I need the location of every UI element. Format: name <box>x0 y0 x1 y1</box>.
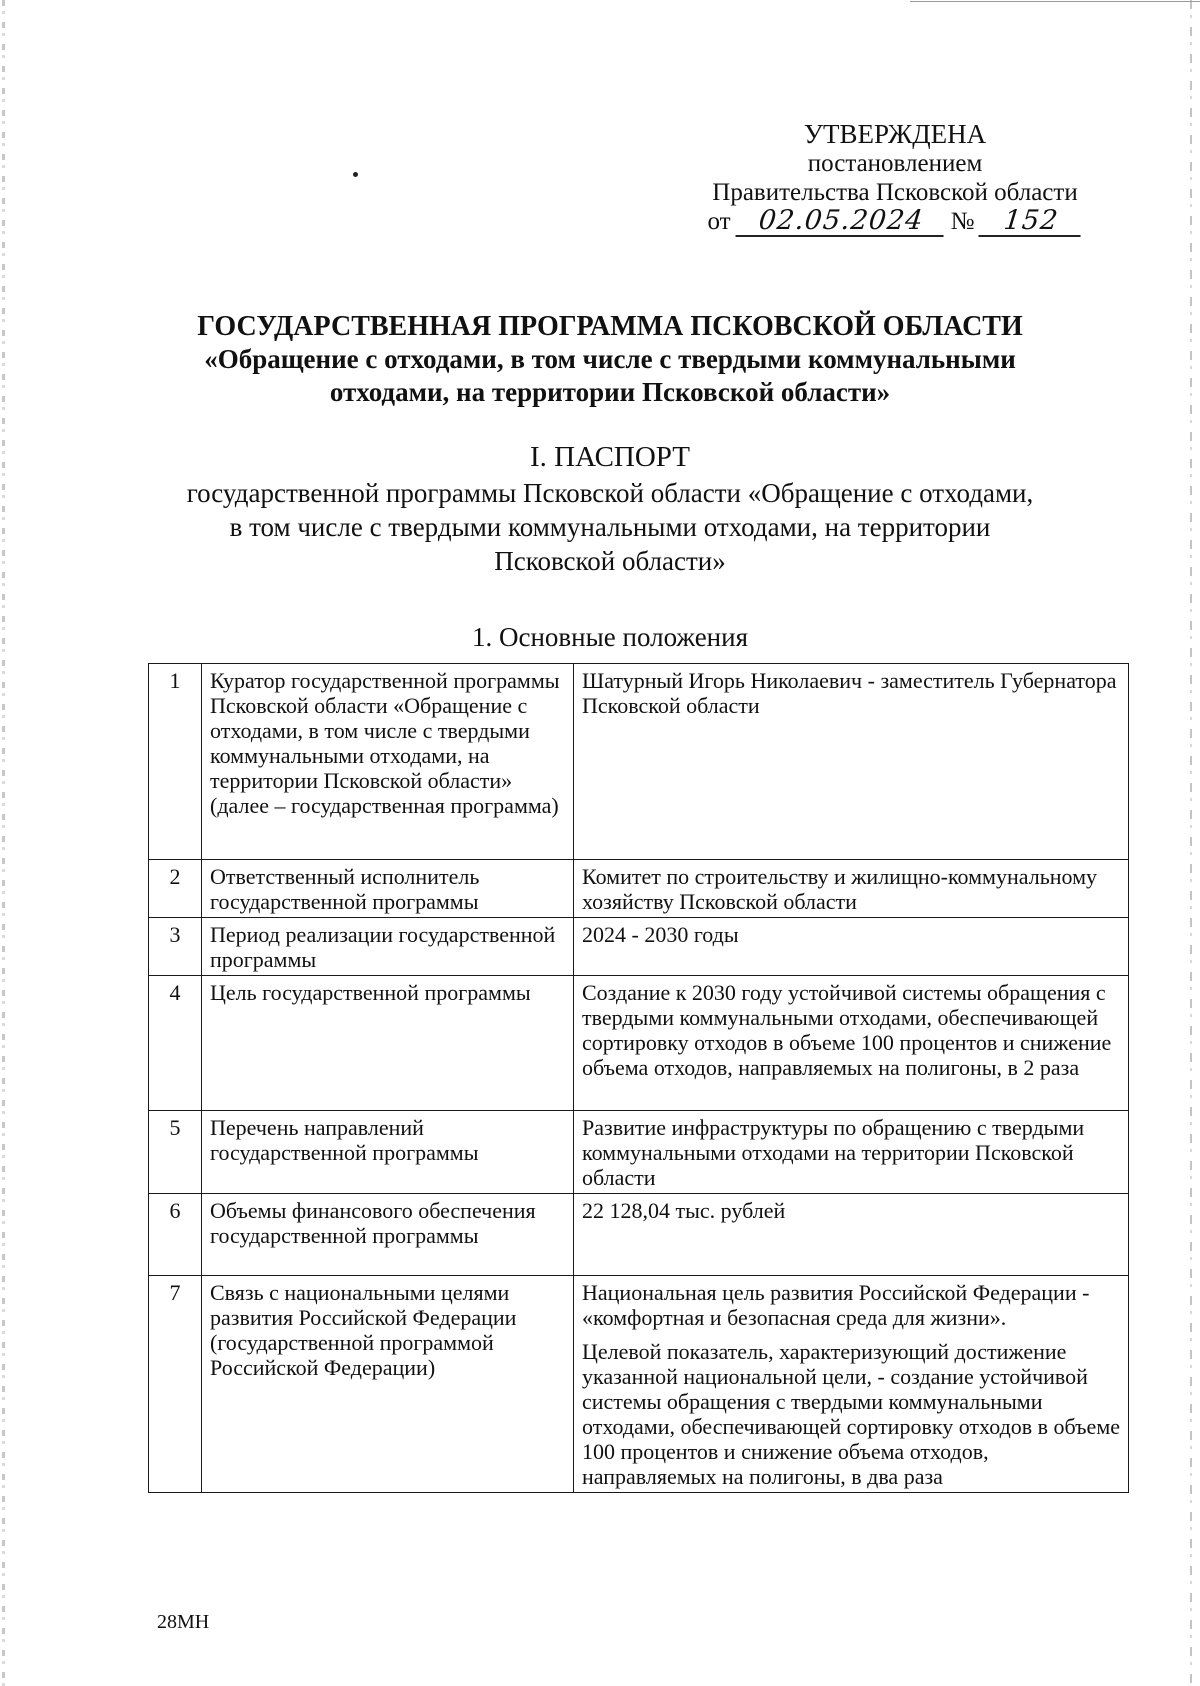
scan-artifact-dot <box>353 172 358 177</box>
table-row <box>149 918 1129 976</box>
table-row <box>149 860 1129 918</box>
row-label: Объемы финансового обеспечения государственной программы <box>202 1194 574 1276</box>
passport-heading: I. ПАСПОРТ <box>529 441 691 473</box>
row-value: Шатурный Игорь Николаевич - заместитель Губернатора Псковской области <box>574 664 1129 860</box>
row-label: Связь с национальными целями развития Российской Федерации (государственной программой Российской Федерации) <box>202 1276 574 1493</box>
passport-line-1: государственной программы Псковской области «Обращение с отходами, <box>186 478 1034 508</box>
row-label: Ответственный исполнитель государственной программы <box>202 860 574 918</box>
program-title-line-1: ГОСУДАРСТВЕННАЯ ПРОГРАММА ПСКОВСКОЙ ОБЛАСТИ <box>197 311 1023 342</box>
table-row <box>149 1111 1129 1194</box>
row-value-indicator: Целевой показатель, характеризующий достижение указанной национальной цели, - создание устойчивой системы обращения с твердыми коммунальными отходами, обеспечивающей сортировку отходов в объеме 100 процентов и снижение объема отходов, направляемых на полигоны, в два раза <box>582 1339 1121 1489</box>
passport-line-3: Псковской области» <box>494 546 726 576</box>
row-number: 3 <box>149 918 202 976</box>
row-value: Национальная цель развития Российской Федерации - «комфортная и безопасная среда для жизни». <box>582 1280 1090 1330</box>
row-value: Развитие инфраструктуры по обращению с твердыми коммунальными отходами на территории Псковской области <box>574 1111 1129 1194</box>
section-heading: 1. Основные положения <box>472 622 748 652</box>
footer-code: 28МН <box>157 1611 210 1633</box>
approval-title: УТВЕРЖДЕНА <box>803 119 987 149</box>
row-label: Куратор государственной программы Псковской области «Обращение с отходами, в том числе с твердыми коммунальными отходами, на территории Псковской области» (далее – государственная программа) <box>202 664 574 860</box>
scan-edge-right <box>1190 0 1192 1686</box>
approval-block <box>660 120 1130 237</box>
row-number: 1 <box>149 664 202 860</box>
table-row <box>149 1276 1129 1493</box>
row-value: Создание к 2030 году устойчивой системы обращения с твердыми коммунальными отходами, обеспечивающей сортировку отходов в объеме 100 процентов и снижение объема отходов, направляемых на полигоны, в 2 раза <box>574 976 1129 1111</box>
approval-date-line <box>660 207 1130 237</box>
approval-line-decree: постановлением <box>807 150 983 177</box>
main-provisions-table <box>148 663 1129 1493</box>
table-row <box>149 976 1129 1111</box>
table-row <box>149 664 1129 860</box>
table-row <box>149 1194 1129 1276</box>
program-title <box>150 310 1070 409</box>
row-label: Период реализации государственной программы <box>202 918 574 976</box>
row-number: 4 <box>149 976 202 1111</box>
passport-heading-block <box>150 440 1070 578</box>
row-label: Цель государственной программы <box>202 976 574 1111</box>
handwritten-date: 02.05.2024 <box>735 207 946 237</box>
handwritten-number: 152 <box>979 207 1084 237</box>
row-number: 7 <box>149 1276 202 1493</box>
row-number: 2 <box>149 860 202 918</box>
row-label: Перечень направлений государственной программы <box>202 1111 574 1194</box>
row-number: 6 <box>149 1194 202 1276</box>
row-value-cell <box>574 1276 1129 1493</box>
approval-line-government: Правительства Псковской области <box>712 179 1078 206</box>
row-number: 5 <box>149 1111 202 1194</box>
program-title-line-2: «Обращение с отходами, в том числе с твердыми коммунальными <box>204 344 1016 374</box>
row-value: 2024 - 2030 годы <box>574 918 1129 976</box>
scan-edge-left <box>2 0 5 1686</box>
program-title-line-3: отходами, на территории Псковской области» <box>329 377 891 407</box>
scan-top-line <box>910 1 1200 2</box>
row-value: 22 128,04 тыс. рублей <box>574 1194 1129 1276</box>
passport-line-2: в том числе с твердыми коммунальными отходами, на территории <box>229 512 991 542</box>
from-label: от <box>707 208 731 235</box>
number-label: № <box>950 208 975 235</box>
row-value: Комитет по строительству и жилищно-коммунальному хозяйству Псковской области <box>574 860 1129 918</box>
